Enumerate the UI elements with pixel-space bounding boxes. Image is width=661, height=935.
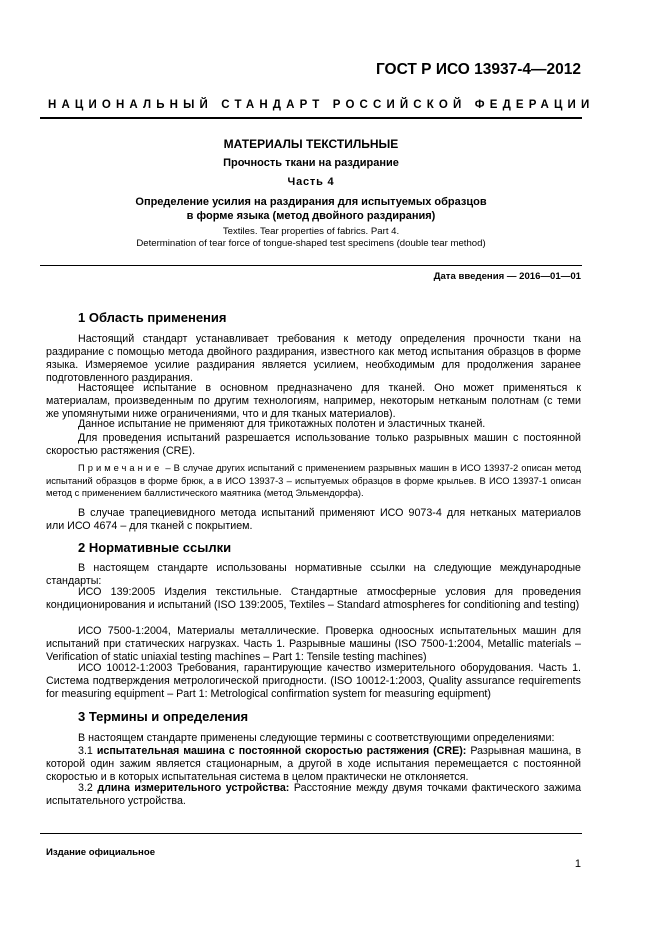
note-text: – В случае других испытаний с применением разрывных машин в ИСО 13937-2 описан метод испытаний образцов в форме брюк, а в ИСО 13937-3 – испытуемых образцов в форме крыльев. В ИСО 13937-1 описан метод с применением баллистического маятника (метод Эльмендорфа). <box>46 462 581 498</box>
page-number: 1 <box>574 858 581 870</box>
section2-reference: ИСО 10012-1:2003 Требования, гарантирующие качество измерительного оборудования. Часть 1. Система подтверждения метрологической пригодности. (ISO 10012-1:2003, Quality assurance requirements for measuring equipment – Part 1: Metrological confirmation system for measuring equipment) <box>46 662 581 700</box>
section1-heading: 1 Область применения <box>78 310 227 325</box>
english-title-line1: Textiles. Tear properties of fabrics. Part 4. <box>222 226 400 237</box>
document-part: Часть 4 <box>287 176 335 188</box>
term-definition: Расстояние между двумя точками фактического зажима испытательного устройства. <box>46 782 582 807</box>
section1-note <box>46 462 581 500</box>
term-3-1 <box>46 745 581 784</box>
document-title: МАТЕРИАЛЫ ТЕКСТИЛЬНЫЕ <box>223 137 399 151</box>
section1-paragraph: Для проведения испытаний разрешается использование только разрывных машин с постоянной скоростью растяжения (CRE). <box>46 432 581 457</box>
term-number: 3.2 <box>78 782 98 794</box>
english-title-line2: Determination of tear force of tongue-shaped test specimens (double tear method) <box>136 238 486 249</box>
section1-paragraph: В случае трапециевидного метода испытаний применяют ИСО 9073-4 для нетканых материалов или ИСО 4674 – для тканей с покрытием. <box>46 507 581 532</box>
document-subtitle: Прочность ткани на раздирание <box>223 157 399 169</box>
term-3-2 <box>46 782 581 808</box>
part-title-line1: Определение усилия на раздирания для испытуемых образцов <box>135 196 487 208</box>
term-number: 3.1 <box>78 745 97 757</box>
section2-reference: ИСО 7500-1:2004, Материалы металлические. Проверка одноосных испытательных машин для испытаний при статических нагрузках. Часть 1. Разрывные машины (ISO 7500-1:2004, Metallic materials – Verification of static uniaxial testing machines – Part 1: Tensile testing machines) <box>46 625 581 663</box>
note-label: Примечание <box>78 462 163 473</box>
section1-paragraph: Данное испытание не применяют для трикотажных полотен и эластичных тканей. <box>78 418 486 430</box>
english-title <box>40 226 582 250</box>
section2-heading: 2 Нормативные ссылки <box>78 540 232 555</box>
term-definition: Разрывная машина, в которой один зажим является стационарным, а другой в ходе испытания перемещается с постоянной скоростью и в которых испытательная система в целом практически не отклоняется. <box>46 745 582 783</box>
footer-divider <box>40 833 582 834</box>
term-name: испытательная машина с постоянной скоростью растяжения (CRE): <box>96 745 467 757</box>
top-divider <box>40 117 582 119</box>
part-title-line2: в форме языка (метод двойного раздирания) <box>186 210 436 222</box>
section3-paragraph: В настоящем стандарте применены следующие термины с соответствующими определениями: <box>78 732 555 744</box>
title-divider <box>40 265 582 266</box>
date-of-introduction: Дата введения — 2016—01—01 <box>433 271 581 282</box>
section2-paragraph: В настоящем стандарте использованы нормативные ссылки на следующие международные стандарты: <box>46 562 581 587</box>
section2-reference: ИСО 139:2005 Изделия текстильные. Стандартные атмосферные условия для проведения кондиционирования и испытаний (ISO 139:2005, Textiles – Standard atmospheres for conditioning and testing) <box>46 586 581 611</box>
term-name: длина измерительного устройства: <box>97 782 290 794</box>
national-standard-banner: НАЦИОНАЛЬНЫЙ СТАНДАРТ РОССИЙСКОЙ ФЕДЕРАЦИИ <box>48 99 595 111</box>
section3-heading: 3 Термины и определения <box>78 709 249 724</box>
section1-paragraph: Настоящий стандарт устанавливает требования к методу определения прочности ткани на раздирание с помощью метода двойного раздирания, известного как метод испытания образцов в форме языка. Измеряемое усилие раздирания является усилием, необходимым для продолжения заранее подготовленного раздирания. <box>46 333 581 384</box>
standard-code: ГОСТ Р ИСО 13937-4—2012 <box>375 61 581 78</box>
part-title <box>40 195 582 223</box>
official-edition-label: Издание официальное <box>46 847 156 858</box>
section1-paragraph: Настоящее испытание в основном предназначено для тканей. Оно может применяться к материалам, произведенным по другим технологиям, например, некоторым нетканым полотнам (с теми же упомянутыми ниже ограничениями, что и для тканых материалов). <box>46 382 581 420</box>
